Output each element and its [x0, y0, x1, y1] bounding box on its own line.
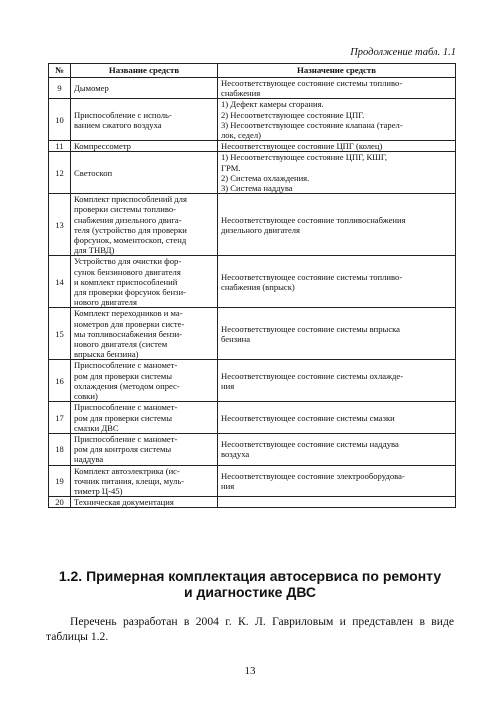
table-body: [49, 78, 456, 508]
equipment-name: [71, 433, 218, 465]
equipment-purpose: [218, 99, 456, 141]
equipment-name-line: ром для контроля системы: [74, 444, 172, 455]
section-title-line-2: и диагностике ДВС: [183, 584, 317, 600]
equipment-name: [71, 78, 218, 99]
table-row: [49, 194, 456, 256]
equipment-name-line: Приспособление с исполь-: [74, 109, 172, 120]
row-number: 16: [49, 360, 71, 402]
equipment-name-line: и комплект приспособлений: [74, 276, 178, 287]
equipment-purpose: [218, 78, 456, 99]
equipment-purpose-line: ГРМ.: [221, 162, 241, 173]
row-number: 10: [49, 99, 71, 141]
row-number: 9: [49, 78, 71, 99]
equipment-name: [71, 497, 218, 508]
section-title: [40, 568, 460, 600]
equipment-name-line: ром для проверки системы: [74, 370, 173, 381]
equipment-name-line: Приспособление с маномет-: [74, 402, 178, 413]
equipment-name: [71, 360, 218, 402]
table-row: [49, 141, 456, 152]
row-number: 14: [49, 256, 71, 308]
equipment-name-line: для ТНВД): [74, 245, 115, 256]
equipment-purpose-line: Несоответствующее состояние системы смазки: [221, 412, 395, 423]
equipment-name-line: ром для проверки системы: [74, 412, 173, 423]
row-number: 12: [49, 152, 71, 194]
table-row: [49, 402, 456, 434]
equipment-name: [71, 194, 218, 256]
table-row: [49, 433, 456, 465]
equipment-name-line: теля (устройство для проверки: [74, 224, 187, 235]
table-header-row: [49, 64, 456, 78]
equipment-purpose-line: 3) Несоответствующее состояние клапана (тарел-: [221, 119, 403, 130]
equipment-name-line: тиметр Ц-45): [74, 485, 123, 496]
equipment-purpose-line: Несоответствующее состояние ЦПГ (колец): [221, 141, 383, 152]
equipment-name-line: мы топливоснабжения бензи-: [74, 328, 183, 339]
header-purpose: Назначение средств: [218, 64, 456, 78]
equipment-purpose-line: ния: [221, 380, 235, 391]
equipment-purpose-line: лок, седел): [221, 130, 262, 141]
equipment-name-line: наддува: [74, 454, 104, 465]
equipment-name-line: впрыска бензина): [74, 349, 139, 360]
equipment-purpose-line: дизельного двигателя: [221, 224, 300, 235]
equipment-purpose-line: 2) Несоответствующее состояние ЦПГ.: [221, 109, 365, 120]
row-number: 15: [49, 308, 71, 360]
equipment-name-line: смазки ДВС: [74, 422, 119, 433]
equipment-purpose: [218, 308, 456, 360]
paragraph-line-2: таблицы 1.2.: [46, 630, 109, 643]
row-number: 20: [49, 497, 71, 508]
equipment-name-line: ванием сжатого воздуха: [74, 119, 162, 130]
equipment-purpose: [218, 497, 456, 508]
row-number: 17: [49, 402, 71, 434]
equipment-purpose-line: Несоответствующее состояние системы топливо-: [221, 271, 403, 282]
paragraph-line-1: Перечень разработан в 2004 г. К. Л. Гавриловым и представлен в виде: [70, 615, 454, 628]
row-number: 11: [49, 141, 71, 152]
equipment-name-line: совки): [74, 391, 98, 402]
equipment-name-line: нового двигателя (систем: [74, 339, 168, 350]
body-paragraph: [46, 614, 454, 644]
equipment-name-line: точник питания, клещи, муль-: [74, 475, 185, 486]
equipment-purpose-line: бензина: [221, 333, 251, 344]
equipment-name-line: проверки системы топливо-: [74, 204, 176, 215]
equipment-purpose: [218, 360, 456, 402]
equipment-name-line: Комплект приспособлений для: [74, 194, 187, 205]
equipment-name-line: Светоскоп: [74, 167, 113, 178]
equipment-name-line: охлаждения (методом опрес-: [74, 380, 180, 391]
row-number: 18: [49, 433, 71, 465]
equipment-name: [71, 141, 218, 152]
equipment-purpose-line: снабжения (впрыск): [221, 281, 295, 292]
equipment-purpose-line: снабжения: [221, 88, 261, 99]
equipment-purpose-line: 1) Несоответствующее состояние ЦПГ, КШГ,: [221, 152, 388, 163]
equipment-purpose: [218, 152, 456, 194]
equipment-name: [71, 152, 218, 194]
table-row: [49, 152, 456, 194]
equipment-purpose-line: 3) Система наддува: [221, 183, 293, 194]
table-row: [49, 78, 456, 99]
equipment-name: [71, 465, 218, 497]
equipment-name: [71, 99, 218, 141]
equipment-purpose: [218, 433, 456, 465]
equipment-name: [71, 256, 218, 308]
equipment-purpose: [218, 402, 456, 434]
header-num: №: [49, 64, 71, 78]
table-row: [49, 465, 456, 497]
equipment-purpose: [218, 194, 456, 256]
table-row: [49, 497, 456, 508]
equipment-name-line: Комплект автоэлектрика (ис-: [74, 465, 180, 476]
equipment-purpose-line: воздуха: [221, 449, 250, 460]
row-number: 13: [49, 194, 71, 256]
header-name: Название средств: [71, 64, 218, 78]
equipment-name-line: форсунок, моментоскоп, стенд: [74, 235, 187, 246]
equipment-purpose: [218, 141, 456, 152]
equipment-purpose-line: 1) Дефект камеры сгорания.: [221, 99, 324, 110]
table-row: [49, 99, 456, 141]
equipment-name-line: нового двигателя: [74, 297, 137, 308]
equipment-purpose: [218, 256, 456, 308]
equipment-name-line: Устройство для очистки фор-: [74, 256, 182, 267]
equipment-purpose-line: Несоответствующее состояние системы впрыска: [221, 323, 400, 334]
equipment-name: [71, 402, 218, 434]
equipment-purpose-line: Несоответствующее состояние топливоснабжения: [221, 214, 406, 225]
equipment-purpose-line: Несоответствующее состояние системы наддува: [221, 439, 399, 449]
equipment-name-line: сунок бензинового двигателя: [74, 266, 181, 277]
equipment-name-line: Дымомер: [74, 83, 109, 94]
equipment-name-line: Приспособление с маномет-: [74, 433, 178, 444]
equipment-name-line: Комплект переходников и ма-: [74, 308, 183, 319]
table-continuation-note: Продолжение табл. 1.1: [350, 47, 456, 58]
equipment-name-line: нометров для проверки систе-: [74, 318, 185, 329]
table-row: [49, 256, 456, 308]
table-row: [49, 360, 456, 402]
equipment-purpose-line: Несоответствующее состояние системы охлажде-: [221, 370, 404, 381]
equipment-name-line: снабжения дизельного двига-: [74, 214, 182, 225]
equipment-name-line: Приспособление с маномет-: [74, 360, 178, 371]
equipment-name: [71, 308, 218, 360]
equipment-purpose-line: 2) Система охлаждения.: [221, 172, 310, 183]
page-number: 13: [244, 665, 256, 677]
section-title-line-1: 1.2. Примерная комплектация автосервиса по ремонту: [58, 568, 442, 584]
equipment-name-line: для проверки форсунок бензи-: [74, 287, 186, 298]
equipment-purpose: [218, 465, 456, 497]
equipment-purpose-line: ния: [221, 480, 235, 491]
equipment-name-line: Компрессометр: [74, 141, 131, 152]
equipment-table: [48, 63, 456, 508]
row-number: 19: [49, 465, 71, 497]
equipment-purpose-line: Несоответствующее состояние системы топливо-: [221, 78, 403, 88]
equipment-purpose-line: Несоответствующее состояние электрооборудова-: [221, 470, 405, 481]
table-row: [49, 308, 456, 360]
equipment-name-line: Техническая документация: [74, 497, 174, 508]
